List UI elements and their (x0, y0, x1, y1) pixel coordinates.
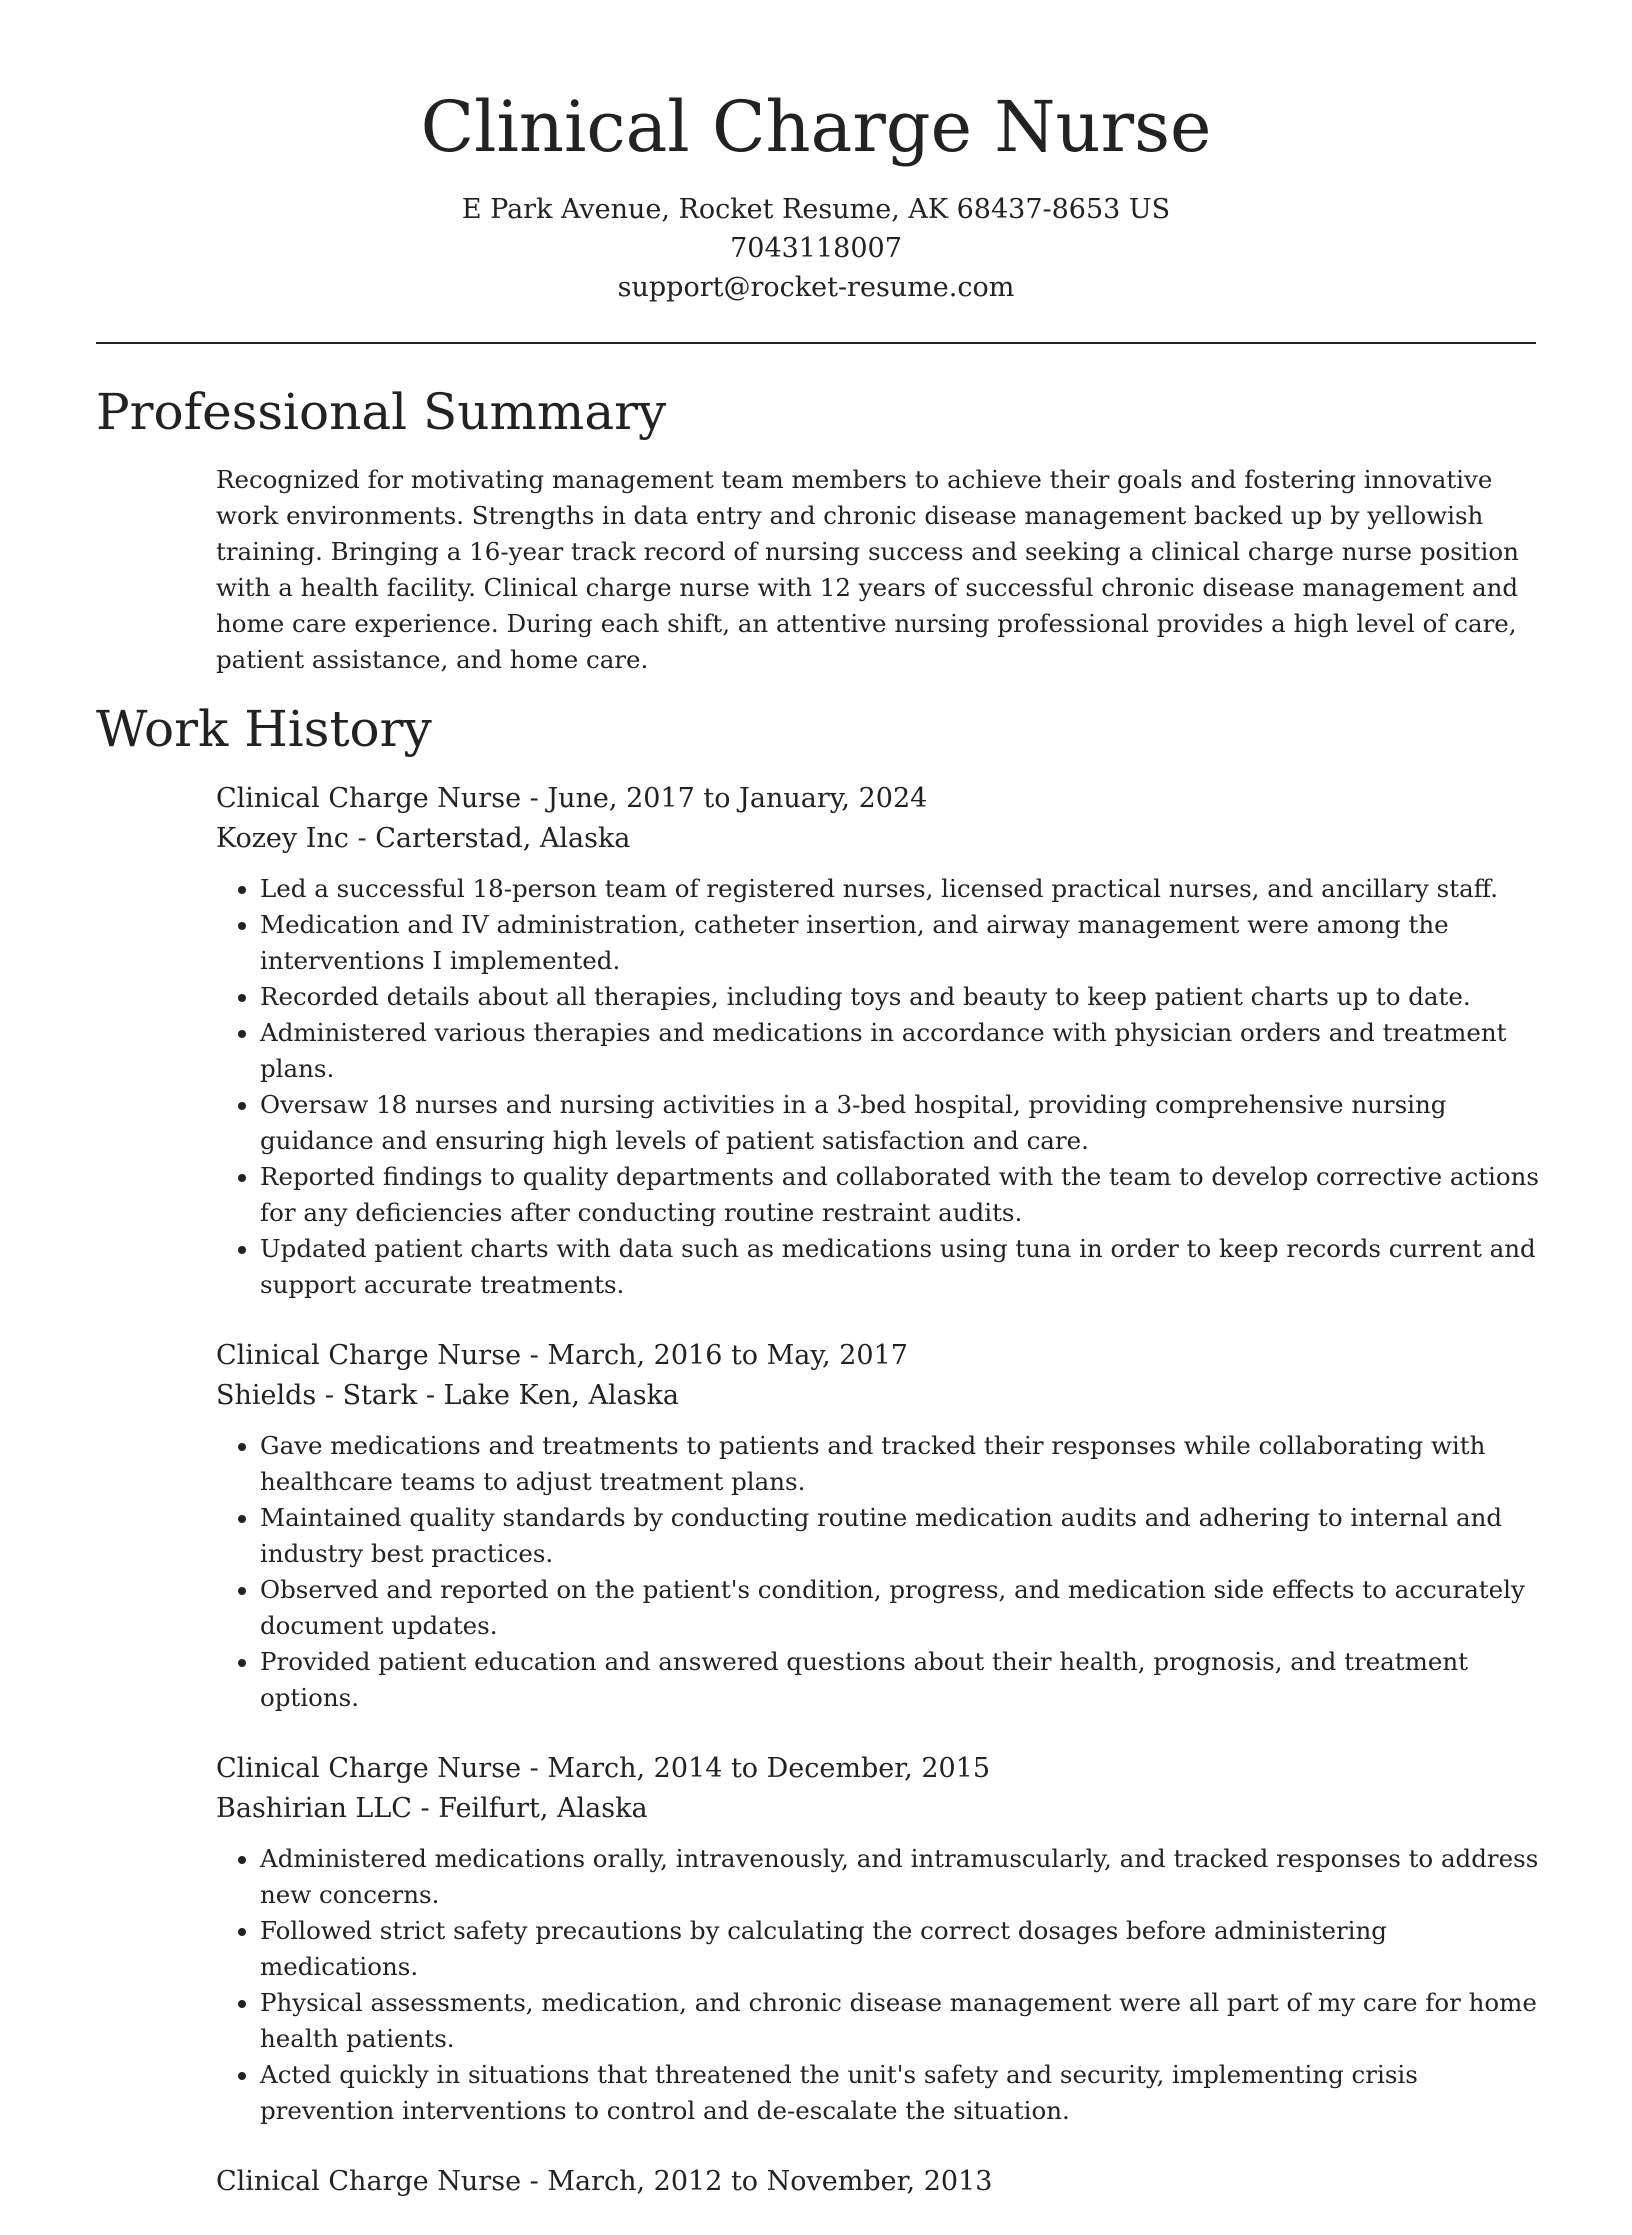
header-divider (96, 342, 1536, 344)
job-entry (216, 1749, 1546, 2129)
job-bullet-list (216, 871, 1546, 1303)
work-history-list (216, 779, 1546, 2235)
work-history-heading: Work History (96, 700, 432, 758)
job-entry (216, 1336, 1546, 1716)
job-bullet: • Updated patient charts with data such as medications using tuna in order to keep records current and support accurate treatments. (260, 1231, 1546, 1303)
page-title: Clinical Charge Nurse (420, 86, 1212, 168)
job-title: Clinical Charge Nurse - March, 2016 to May, 2017 (216, 1340, 908, 1371)
summary-heading: Professional Summary (96, 383, 667, 441)
job-bullet: • Led a successful 18-person team of registered nurses, licensed practical nurses, and ancillary staff. (260, 871, 1546, 907)
job-entry (216, 2162, 1546, 2202)
contact-info (0, 190, 1632, 307)
job-bullet-list (216, 1428, 1546, 1716)
job-bullet: • Followed strict safety precautions by calculating the correct dosages before administering medications. (260, 1913, 1546, 1985)
job-bullet: • Reported findings to quality departments and collaborated with the team to develop corrective actions for any deficiencies after conducting routine restraint audits. (260, 1159, 1546, 1231)
job-bullet: • Maintained quality standards by conducting routine medication audits and adhering to internal and industry best practices. (260, 1500, 1546, 1572)
phone-text: 7043118007 (730, 233, 902, 264)
job-bullet: • Medication and IV administration, catheter insertion, and airway management were among the interventions I implemented. (260, 907, 1546, 979)
email-text: support@rocket-resume.com (617, 272, 1015, 303)
job-company: Kozey Inc - Carterstad, Alaska (216, 823, 631, 854)
resume-header (0, 0, 1632, 307)
summary-text: Recognized for motivating management team members to achieve their goals and fostering innovative work environments. Strengths in data entry and chronic disease management backed up by yellowish training. Bringing a 16-year track record of nursing success and seeking a clinical charge nurse position with a health facility. Clinical charge nurse with 12 years of successful chronic disease management and home care experience. During each shift, an attentive nursing professional provides a high level of care, patient assistance, and home care. (216, 465, 1519, 674)
job-bullet: • Administered various therapies and medications in accordance with physician orders and treatment plans. (260, 1015, 1546, 1087)
job-entry (216, 779, 1546, 1303)
job-bullet: • Administered medications orally, intravenously, and intramuscularly, and tracked responses to address new concerns. (260, 1841, 1546, 1913)
job-company: Shields - Stark - Lake Ken, Alaska (216, 1380, 680, 1411)
job-bullet: • Recorded details about all therapies, including toys and beauty to keep patient charts up to date. (260, 979, 1546, 1015)
job-bullet-list (216, 1841, 1546, 2129)
job-bullet: • Oversaw 18 nurses and nursing activities in a 3-bed hospital, providing comprehensive nursing guidance and ensuring high levels of patient satisfaction and care. (260, 1087, 1546, 1159)
job-bullet: • Physical assessments, medication, and chronic disease management were all part of my care for home health patients. (260, 1985, 1546, 2057)
job-company: Bashirian LLC - Feilfurt, Alaska (216, 1793, 648, 1824)
address-text: E Park Avenue, Rocket Resume, AK 68437-8653 US (461, 194, 1171, 225)
job-bullet: • Acted quickly in situations that threatened the unit's safety and security, implementing crisis prevention interventions to control and de-escalate the situation. (260, 2057, 1546, 2129)
job-title: Clinical Charge Nurse - March, 2014 to December, 2015 (216, 1753, 991, 1784)
job-title: Clinical Charge Nurse - June, 2017 to January, 2024 (216, 783, 928, 814)
job-bullet: • Provided patient education and answered questions about their health, prognosis, and treatment options. (260, 1644, 1546, 1716)
job-bullet: • Observed and reported on the patient's condition, progress, and medication side effects to accurately document updates. (260, 1572, 1546, 1644)
job-title: Clinical Charge Nurse - March, 2012 to November, 2013 (216, 2166, 993, 2197)
job-bullet: • Gave medications and treatments to patients and tracked their responses while collaborating with healthcare teams to adjust treatment plans. (260, 1428, 1546, 1500)
